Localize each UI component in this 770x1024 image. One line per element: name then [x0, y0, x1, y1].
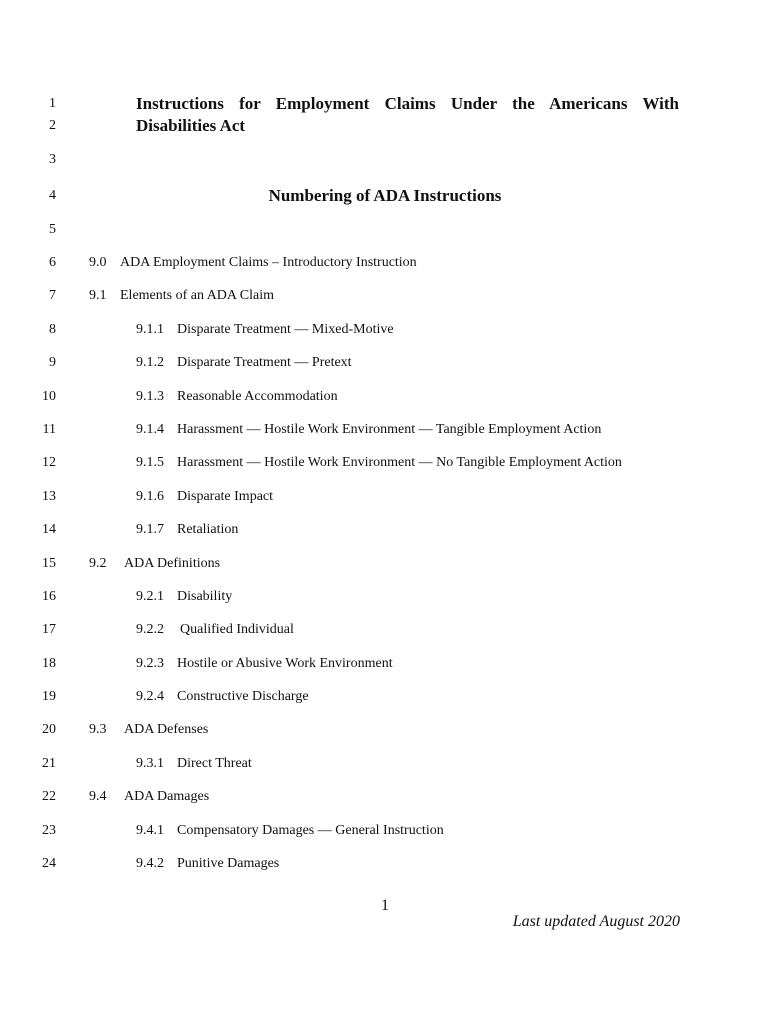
line-number: 22: [42, 789, 56, 804]
line-number: 12: [42, 455, 56, 470]
toc-entry-number: 9.2.1: [136, 589, 164, 604]
toc-entry-text: Reasonable Accommodation: [177, 389, 338, 404]
last-updated-note: Last updated August 2020: [512, 913, 680, 930]
toc-entry: [136, 689, 309, 705]
toc-entry-text: Disability: [177, 589, 233, 604]
toc-entry-number: 9.4.1: [136, 823, 164, 838]
line-number: 4: [49, 188, 56, 203]
toc-entry-text: Compensatory Damages — General Instruction: [177, 823, 444, 838]
toc-entry-text: Harassment — Hostile Work Environment — No Tangible Employment Action: [177, 455, 622, 470]
line-number: 24: [42, 856, 56, 871]
toc-entry: [136, 455, 622, 471]
toc-entry: [89, 255, 417, 271]
toc-entry-text: Punitive Damages: [177, 856, 280, 871]
toc-entry-text: Disparate Treatment — Mixed-Motive: [177, 322, 394, 337]
document-title-line-1: Instructions for Employment Claims Under the Americans With: [136, 94, 679, 113]
line-number: 19: [42, 689, 56, 704]
toc-entry-number: 9.3: [89, 722, 107, 737]
line-number: 3: [49, 152, 56, 167]
toc-entry-text: Hostile or Abusive Work Environment: [177, 656, 393, 671]
toc-entry: [136, 489, 273, 505]
line-number: 21: [42, 756, 56, 771]
toc-entry: [136, 589, 232, 605]
toc-entry: [89, 789, 209, 805]
toc-entry-text: Disparate Impact: [177, 489, 274, 504]
toc-entry: [136, 756, 252, 772]
toc-entry-number: 9.3.1: [136, 756, 164, 771]
line-number: 17: [42, 622, 56, 637]
line-number: 14: [42, 522, 56, 537]
toc-entry-text: ADA Defenses: [124, 722, 209, 737]
toc-entry: [89, 722, 208, 738]
toc-entry-text: Harassment — Hostile Work Environment — Tangible Employment Action: [177, 422, 602, 437]
line-number: 7: [49, 288, 56, 303]
toc-entry-text: ADA Damages: [124, 789, 210, 804]
toc-entry-text: Direct Threat: [177, 756, 252, 771]
toc-entry: [136, 389, 338, 405]
section-heading: Numbering of ADA Instructions: [268, 186, 502, 205]
toc-entry-number: 9.2.3: [136, 656, 164, 671]
toc-entry-number: 9.2.2: [136, 622, 164, 637]
document-title-line-2: Disabilities Act: [136, 116, 246, 135]
line-number: 20: [42, 722, 56, 737]
line-number: 9: [49, 355, 56, 370]
line-number: 18: [42, 656, 56, 671]
line-number: 1: [49, 96, 56, 111]
toc-entry-text: ADA Employment Claims – Introductory Instruction: [120, 255, 417, 270]
toc-entry-number: 9.1.6: [136, 489, 164, 504]
toc-entry-text: Disparate Treatment — Pretext: [177, 355, 352, 370]
toc-entry-text: Qualified Individual: [180, 622, 294, 637]
toc-entry-number: 9.1.3: [136, 389, 164, 404]
line-number: 2: [49, 118, 56, 133]
toc-entry: [89, 556, 220, 572]
toc-entry-text: Elements of an ADA Claim: [120, 288, 274, 303]
line-number: 16: [42, 589, 56, 604]
toc-entry-number: 9.4: [89, 789, 107, 804]
line-number: 10: [42, 389, 56, 404]
toc-entry: [136, 322, 394, 338]
toc-entry-number: 9.1.7: [136, 522, 164, 537]
toc-entry-number: 9.0: [89, 255, 107, 270]
toc-entry-number: 9.2.4: [136, 689, 164, 704]
line-number: 6: [49, 255, 56, 270]
toc-entry-number: 9.1.4: [136, 422, 164, 437]
toc-entry-number: 9.4.2: [136, 856, 164, 871]
toc-entry: [136, 823, 444, 839]
line-number: 8: [49, 322, 56, 337]
toc-entry-text: ADA Definitions: [124, 556, 221, 571]
toc-entry: [136, 656, 393, 672]
toc-entry-text: Retaliation: [177, 522, 239, 537]
toc-entry-number: 9.1: [89, 288, 107, 303]
toc-entry-number: 9.1.5: [136, 455, 164, 470]
page-number: 1: [381, 897, 389, 914]
toc-entry: [136, 856, 279, 872]
line-number: 13: [42, 489, 56, 504]
toc-entry-number: 9.1.1: [136, 322, 164, 337]
toc-entry-number: 9.1.2: [136, 355, 164, 370]
toc-entry-number: 9.2: [89, 556, 107, 571]
toc-entry-text: Constructive Discharge: [177, 689, 309, 704]
line-number: 23: [42, 823, 56, 838]
line-number: 11: [42, 422, 56, 437]
line-number: 15: [42, 556, 56, 571]
toc-entry: [136, 355, 352, 371]
line-number: 5: [49, 222, 56, 237]
toc-entry: [136, 622, 294, 638]
toc-entry: [136, 422, 601, 438]
toc-entry: [89, 288, 274, 304]
toc-entry: [136, 522, 238, 538]
